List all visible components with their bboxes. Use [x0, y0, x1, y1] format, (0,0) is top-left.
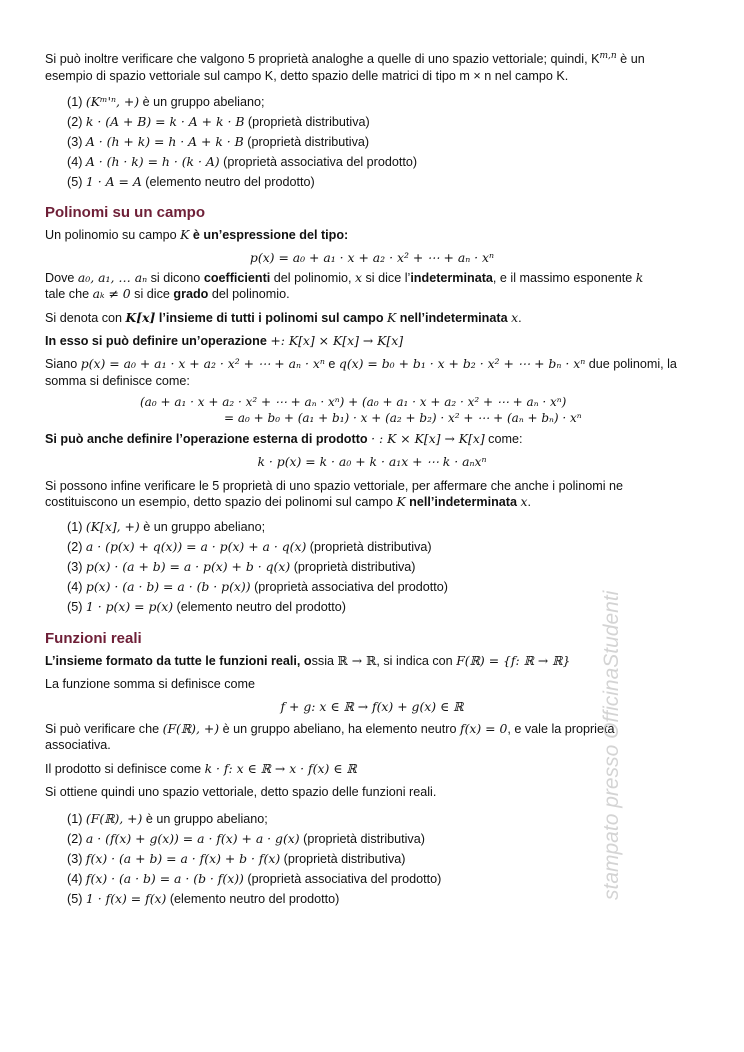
list-item: (5) 1 · A = A (elemento neutro del prodotto) [67, 173, 315, 189]
list-item: (4) p(x) · (a · b) = a · (b · p(x)) (proprietà associativa del prodotto) [67, 579, 448, 595]
list-item: (4) A · (h · k) = h · (k · A) (proprietà associativa del prodotto) [67, 153, 418, 169]
equation-product: k · p(x) = k · a₀ + k · a₁x + ⋯ k · aₙxⁿ [257, 453, 487, 469]
funzioni-definition: L’insieme formato da tutte le funzioni reali, ossia ℝ → ℝ, si indica con F(ℝ) = {f: ℝ → ℝ} [45, 652, 571, 668]
polinomi-coefficients-paragraph: Dove a₀, a₁, … aₙ si dicono coefficienti del polinomio, x si dice l’indeterminata, e il massimo esponente k tale che aₖ ≠ 0 si dice grado del polinomio. [45, 269, 644, 302]
section-heading-funzioni: Funzioni reali [45, 630, 142, 648]
list-item: (5) 1 · f(x) = f(x) (elemento neutro del prodotto) [67, 891, 340, 907]
list-item: (2) a · (p(x) + q(x)) = a · p(x) + a · q(x) (proprietà distributiva) [67, 539, 432, 555]
funzioni-product-paragraph: Il prodotto si definisce come k · f: x ∈ ℝ → x · f(x) ∈ ℝ [45, 760, 357, 776]
section-heading-polinomi: Polinomi su un campo [45, 203, 206, 221]
list-item: (4) f(x) · (a · b) = a · (b · f(x)) (proprietà associativa del prodotto) [67, 871, 442, 887]
funzioni-space-paragraph: Si ottiene quindi uno spazio vettoriale, detto spazio delle funzioni reali. [45, 784, 437, 799]
matrix-properties-list [45, 92, 699, 192]
polinomi-definition: Un polinomio su campo K è un’espressione del tipo: [45, 227, 349, 243]
list-item: (1) (Kᵐ'ⁿ, +) è un gruppo abeliano; [67, 93, 265, 109]
funzioni-group-paragraph: Si può verificare che (F(ℝ), +) è un gruppo abeliano, ha elemento neutro f(x) = 0, e vale la proprietà associativa. [45, 720, 615, 753]
equation-function-sum: f + g: x ∈ ℝ → f(x) + g(x) ∈ ℝ [280, 698, 464, 714]
list-item: (2) k · (A + B) = k · A + k · B (proprietà distributiva) [67, 113, 370, 129]
intro-paragraph [45, 51, 699, 84]
list-item: (2) a · (f(x) + g(x)) = a · f(x) + a · g(x) (proprietà distributiva) [67, 831, 425, 847]
polinomi-operation-paragraph: In esso si può definire un’operazione +: K[x] × K[x] → K[x] [45, 332, 404, 348]
equation-sum-block [140, 395, 699, 426]
intro-line1: Si può inoltre verificare che valgono 5 proprietà analoghe a quelle di uno spazio vettoriale; quindi, K [45, 52, 600, 67]
equation-sum-line2: = a₀ + b₀ + (a₁ + b₁) · x + (a₂ + b₂) · x² + ⋯ + (aₙ + bₙ) · xⁿ [224, 410, 582, 425]
list-item: (1) (K[x], +) è un gruppo abeliano; [67, 519, 266, 535]
list-item: (3) A · (h + k) = h · A + k · B (proprietà distributiva) [67, 133, 370, 149]
equation-polynomial: p(x) = a₀ + a₁ · x + a₂ · x² + ⋯ + aₙ · xⁿ [249, 249, 495, 265]
funzioni-sum-intro: La funzione somma si definisce come [45, 677, 255, 692]
list-item: (3) p(x) · (a + b) = a · p(x) + b · q(x) (proprietà distributiva) [67, 559, 416, 575]
watermark: stampato presso OfficinaStudenti [600, 590, 623, 900]
list-item: (3) f(x) · (a + b) = a · f(x) + b · f(x) (proprietà distributiva) [67, 851, 406, 867]
list-item: (1) (F(ℝ), +) è un gruppo abeliano; [67, 811, 268, 827]
polinomi-sum-paragraph: Siano p(x) = a₀ + a₁ · x + a₂ · x² + ⋯ + aₙ · xⁿ e q(x) = b₀ + b₁ · x + b₂ · x² + ⋯ + bₙ · xⁿ due polinomi, la somma si definisce come: [45, 356, 677, 388]
intro-line1-sup: m,n [599, 51, 617, 61]
list-item: (5) 1 · p(x) = p(x) (elemento neutro del prodotto) [67, 599, 346, 615]
polinomi-set-paragraph: Si denota con K[x] l’insieme di tutti i polinomi sul campo K nell’indeterminata x. [45, 309, 522, 325]
polinomi-conclusion-paragraph: Si possono infine verificare le 5 proprietà di uno spazio vettoriale, per affermare che anche i polinomi ne costituiscono un esempio, detto spazio dei polinomi sul campo K nell’indeterminata x. [45, 478, 624, 510]
intro-line1-end: è un [616, 52, 645, 67]
equation-sum-line1: (a₀ + a₁ · x + a₂ · x² + ⋯ + aₙ · xⁿ) + (a₀ + a₁ · x + a₂ · x² + ⋯ + aₙ · xⁿ) [140, 395, 567, 410]
intro-line2: esempio di spazio vettoriale sul campo K, detto spazio delle matrici di tipo m × n nel campo K. [45, 68, 569, 83]
polinomi-product-paragraph: Si può anche definire l’operazione esterna di prodotto · : K × K[x] → K[x] come: [45, 431, 523, 447]
